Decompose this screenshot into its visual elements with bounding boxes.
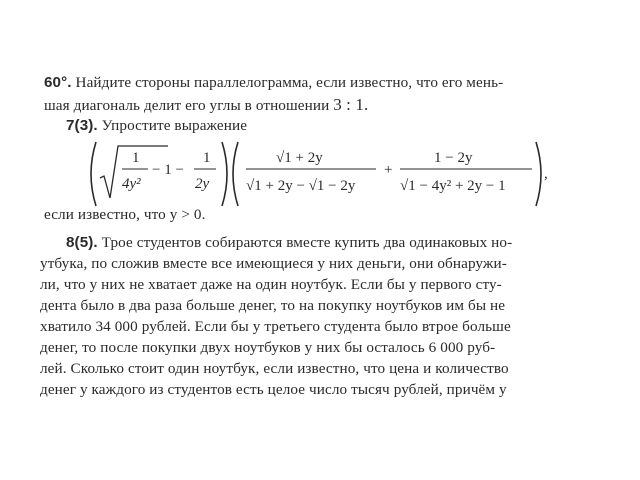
frac4-num: 1 − 2y bbox=[434, 150, 473, 166]
frac3-den: √1 + 2y − √1 − 2y bbox=[246, 178, 356, 194]
trailing-comma: , bbox=[544, 166, 548, 182]
problem-60-ratio: 3 : 1. bbox=[333, 95, 369, 114]
problem-8-line-6: лей. Сколько стоит один ноутбук, если известно, что цена и количество bbox=[40, 360, 509, 377]
problem-7-number: 7(3). bbox=[66, 117, 98, 134]
frac1-num: 1 bbox=[132, 150, 140, 166]
problem-7-expression bbox=[86, 138, 556, 208]
left-paren-2 bbox=[233, 142, 238, 206]
left-paren-1 bbox=[91, 142, 96, 206]
problem-8-line-0 bbox=[66, 234, 512, 252]
problem-7-heading-line bbox=[66, 117, 247, 135]
problem-8-line-1: утбука, по сложив вместе все имеющиеся у них деньги, они обнаружи- bbox=[40, 255, 507, 272]
problem-7-condition: если известно, что y > 0. bbox=[44, 206, 206, 223]
problem-60-text-1: Найдите стороны параллелограмма, если известно, что его мень- bbox=[75, 74, 504, 91]
problem-8-line-3: дента было в два раза больше денег, то на покупку ноутбуков им бы не bbox=[40, 297, 506, 314]
problem-60-line-2 bbox=[44, 95, 368, 115]
frac2-num: 1 bbox=[203, 150, 211, 166]
frac2-den: 2y bbox=[195, 176, 210, 192]
minus-one: − 1 − bbox=[152, 162, 184, 178]
problem-7-heading: Упростите выражение bbox=[101, 117, 248, 134]
frac3-num: √1 + 2y bbox=[276, 150, 323, 166]
right-paren-1 bbox=[222, 142, 227, 206]
right-paren-2 bbox=[536, 142, 541, 206]
frac1-den: 4y² bbox=[122, 176, 141, 192]
problem-8-line-7: денег у каждого из студентов есть целое число тысяч рублей, причём у bbox=[40, 381, 507, 398]
problem-8-number: 8(5). bbox=[66, 234, 98, 251]
plus-sign: + bbox=[384, 162, 393, 178]
problem-8-line-2: ли, что у них не хватает даже на один ноутбук. Если бы у первого сту- bbox=[40, 276, 502, 293]
problem-60-number: 60°. bbox=[44, 74, 72, 91]
expression-svg bbox=[86, 138, 556, 210]
problem-60-line-1 bbox=[44, 74, 503, 92]
frac4-den: √1 − 4y² + 2y − 1 bbox=[400, 178, 506, 194]
problem-60-text-2: шая диагональ делит его углы в отношении bbox=[44, 97, 334, 114]
problem-8-text-0: Трое студентов собираются вместе купить два одинаковых но- bbox=[101, 234, 513, 251]
problem-8-line-5: денег, то после покупки двух ноутбуков у них бы осталось 6 000 руб- bbox=[40, 339, 496, 356]
problem-8-line-4: хватило 34 000 рублей. Если бы у третьего студента было втрое больше bbox=[40, 318, 511, 335]
